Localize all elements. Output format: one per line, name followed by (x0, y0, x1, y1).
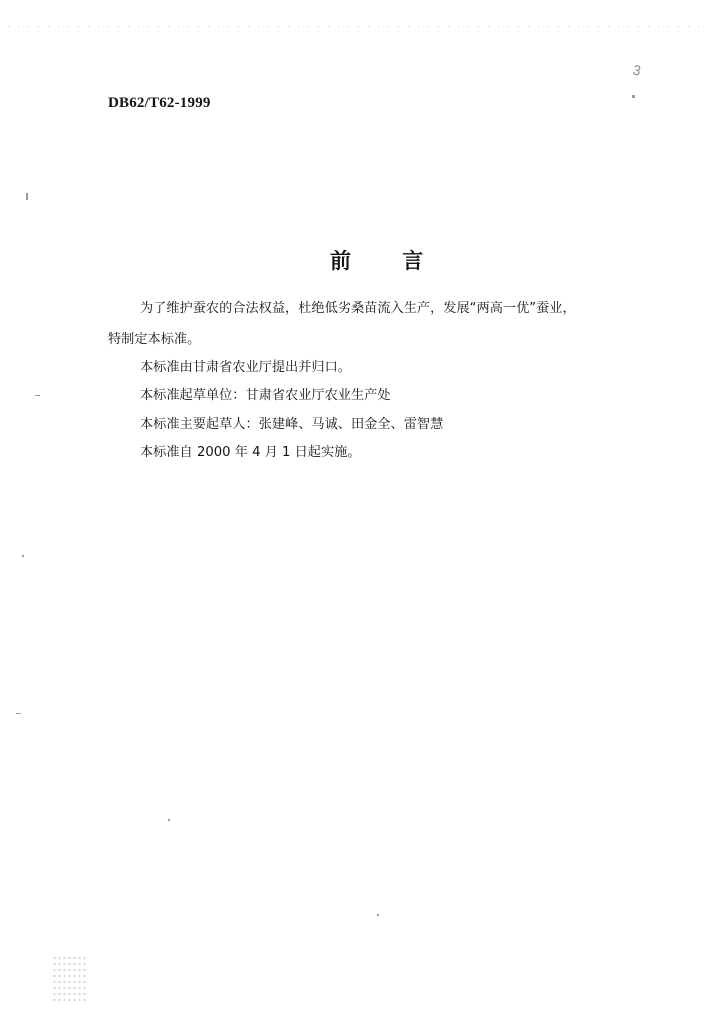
paragraph-drafters: 本标准主要起草人：张建峰、马诚、田金全、雷智慧 (140, 417, 444, 432)
scan-speck (168, 819, 170, 821)
foreword-title: 前 言 (330, 249, 446, 273)
paragraph-effective-date: 本标准自 2000 年 4 月 1 日起实施。 (140, 445, 361, 460)
paragraph-purpose-line-1: 为了维护蚕农的合法权益，杜绝低劣桑苗流入生产，发展“两高一优”蚕业， (140, 301, 576, 316)
scan-speck (16, 713, 21, 714)
scan-speck (632, 95, 635, 98)
paragraph-purpose-line-2: 特制定本标准。 (108, 332, 201, 347)
scan-speck (26, 193, 28, 200)
scan-speck (35, 395, 40, 396)
paragraph-drafting-unit: 本标准起草单位：甘肃省农业厅农业生产处 (140, 388, 391, 403)
paragraph-proposer: 本标准由甘肃省农业厅提出并归口。 (140, 360, 351, 375)
standard-code: DB62/T62-1999 (108, 95, 211, 111)
scan-top-border-noise (8, 26, 708, 27)
scan-speck (377, 914, 379, 916)
scan-speck (22, 555, 24, 557)
scan-bottom-noise (52, 955, 88, 1005)
handwritten-page-mark: 3 (631, 61, 643, 79)
